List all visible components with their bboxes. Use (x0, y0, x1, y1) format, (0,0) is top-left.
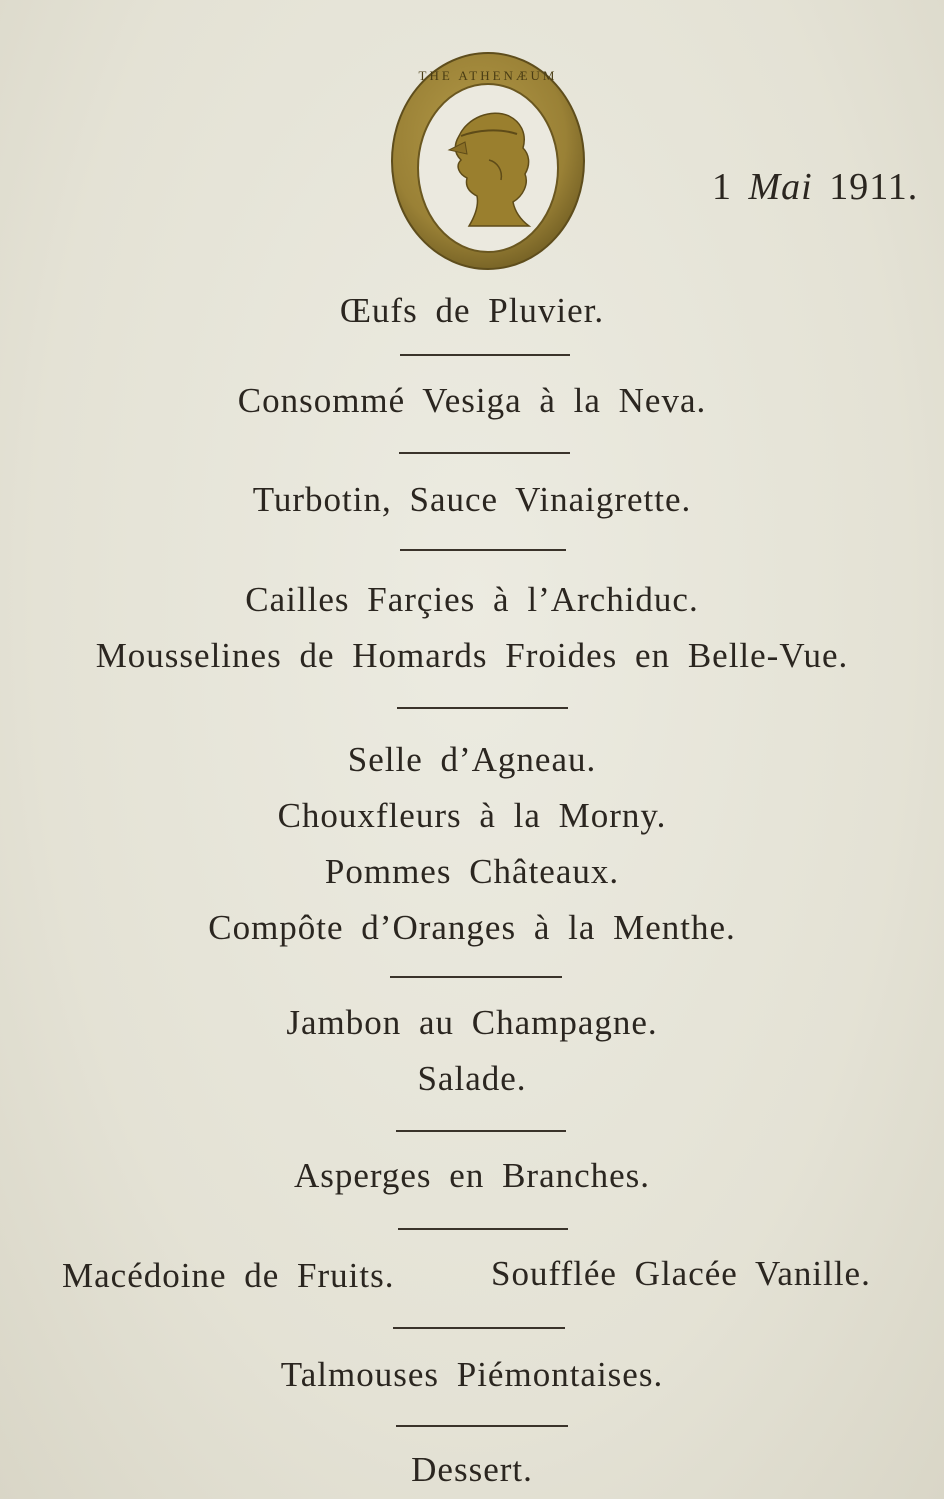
course-divider (396, 1425, 568, 1427)
course-divider (400, 549, 566, 551)
menu-item-macedoine: Macédoine de Fruits. (62, 1256, 395, 1295)
menu-item-mousselines: Mousselines de Homards Froides en Belle-Vue. (95, 636, 849, 675)
menu-item-talmouses: Talmouses Piémontaises. (280, 1355, 664, 1394)
menu-item-salade: Salade. (417, 1059, 527, 1098)
menu-date (712, 165, 918, 209)
date-month: Mai (748, 166, 813, 208)
menu-item-soufflee: Soufflée Glacée Vanille. (491, 1254, 871, 1293)
crest-label: THE ATHENÆUM (418, 68, 558, 83)
course-divider (396, 1130, 566, 1132)
course-divider (400, 354, 570, 356)
date-year: 1911. (829, 166, 919, 208)
menu-item-compote: Compôte d’Oranges à la Menthe. (208, 908, 736, 947)
course-divider (390, 976, 562, 978)
date-day: 1 (712, 166, 732, 208)
menu-item-chouxfleurs: Chouxfleurs à la Morny. (277, 796, 667, 835)
menu-item-cailles: Cailles Farçies à l’Archiduc. (245, 580, 699, 619)
menu-item-dessert: Dessert. (411, 1450, 533, 1489)
course-divider (397, 707, 568, 709)
course-divider (399, 452, 570, 454)
menu-item-pommes: Pommes Châteaux. (324, 852, 620, 891)
menu-item-oeufs: Œufs de Pluvier. (339, 291, 605, 330)
menu-item-consomme: Consommé Vesiga à la Neva. (237, 381, 707, 420)
menu-item-selle: Selle d’Agneau. (347, 740, 597, 779)
course-divider (393, 1327, 565, 1329)
menu-item-jambon: Jambon au Champagne. (286, 1003, 658, 1042)
menu-item-asperges: Asperges en Branches. (293, 1156, 651, 1195)
athenaeum-crest-icon (389, 50, 587, 272)
menu-item-turbotin: Turbotin, Sauce Vinaigrette. (252, 480, 692, 519)
course-divider (398, 1228, 568, 1230)
